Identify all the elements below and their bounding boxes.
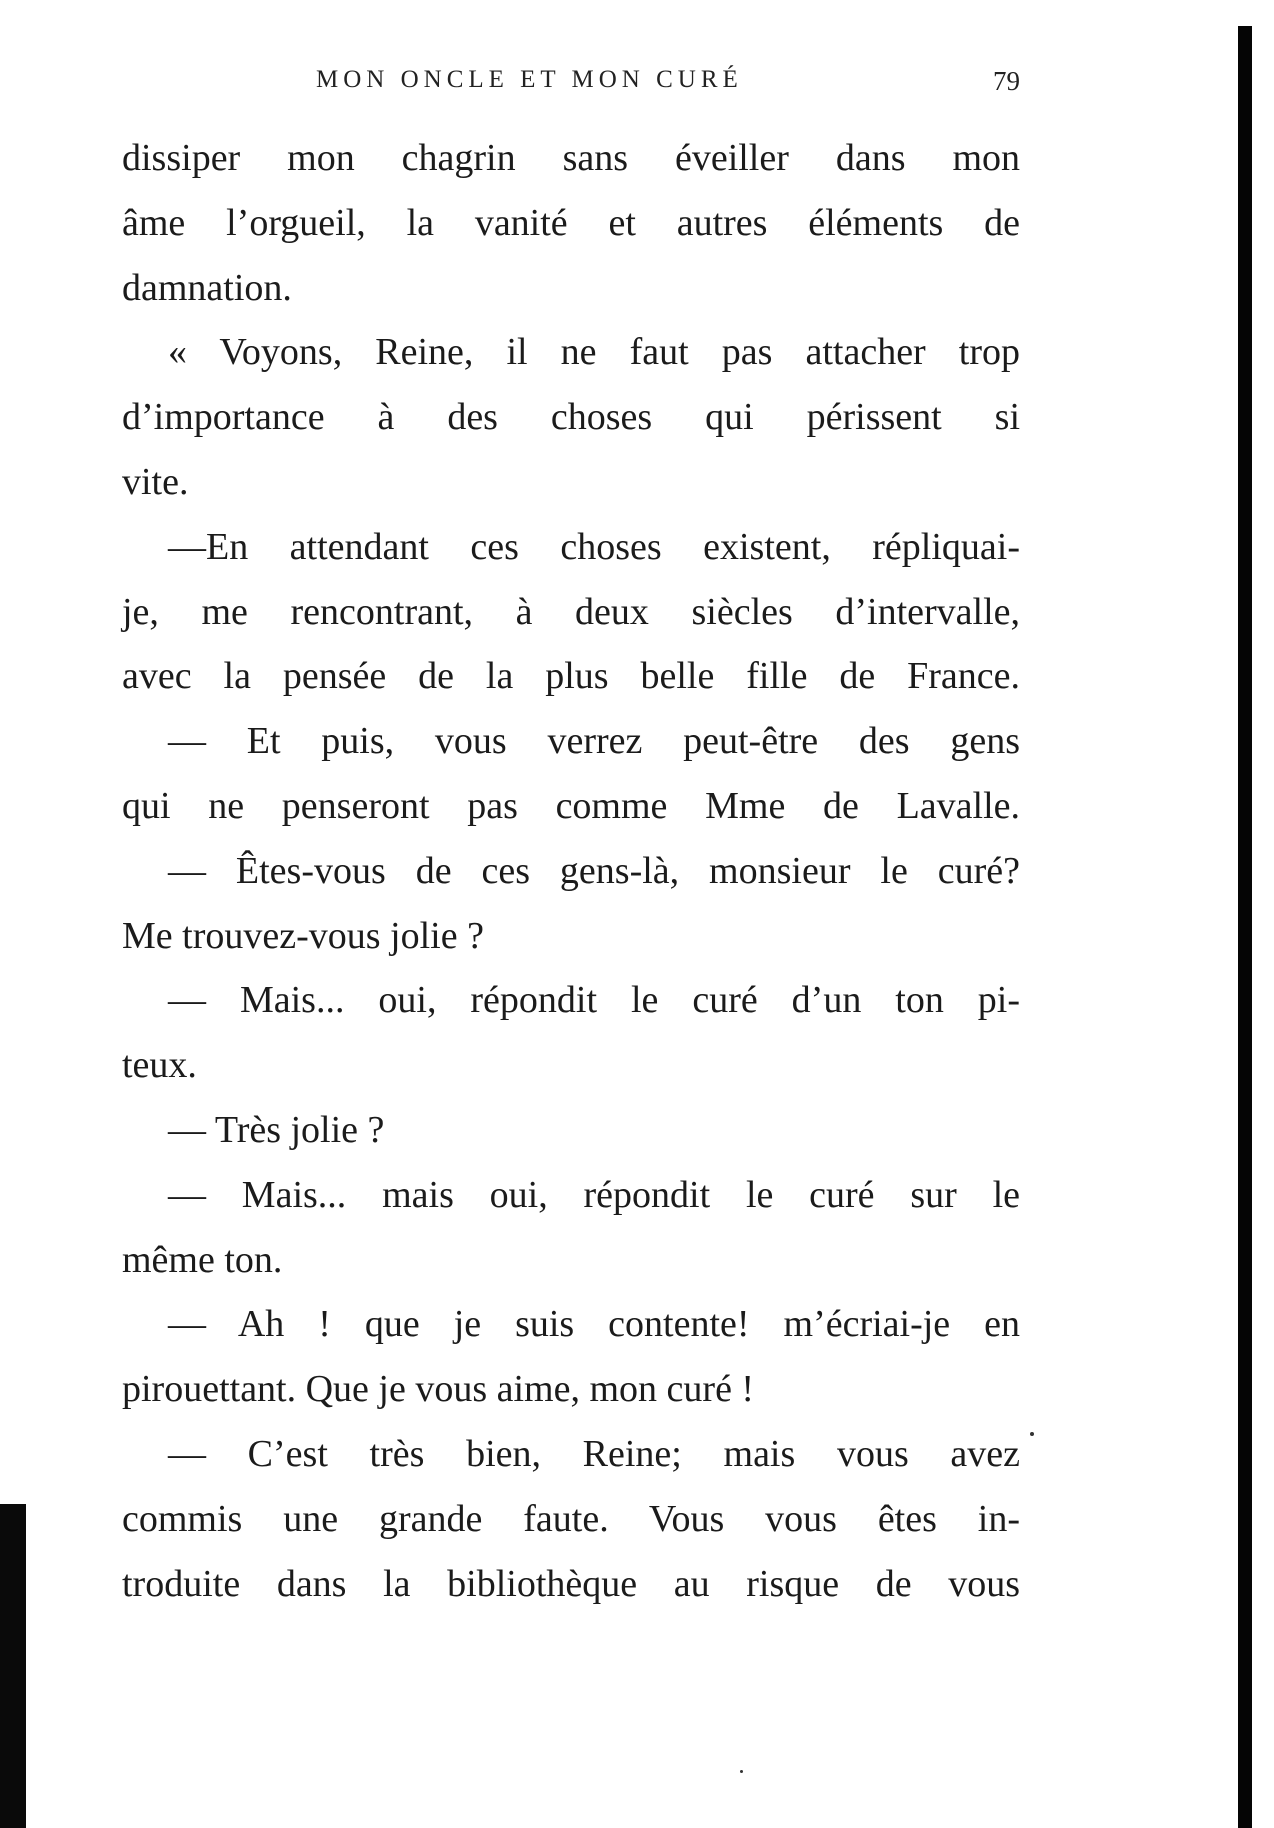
text-line: Me trouvez-vous jolie ? [122,914,484,957]
text-line: — Mais... oui, répondit le curé d’un ton pi- [168,979,1020,1022]
text-line: damnation. [122,266,292,309]
text-line: —En attendant ces choses existent, répliquai- [168,525,1020,568]
text-line: avec la pensée de la plus belle fille de France. [122,655,1020,698]
text-line: « Voyons, Reine, il ne faut pas attacher trop [168,331,1020,374]
scan-edge-right [1238,26,1252,1828]
text-line: pirouettant. Que je vous aime, mon curé ! [122,1368,755,1411]
text-line: — Très jolie ? [168,1108,385,1151]
text-line: âme l’orgueil, la vanité et autres éléments de [122,201,1020,244]
scan-edge-left [0,1504,26,1828]
body-text [122,126,1020,1616]
text-line: d’importance à des choses qui périssent si [122,396,1020,439]
text-line: vite. [122,460,189,503]
scan-speck [1030,1432,1034,1436]
text-line: dissiper mon chagrin sans éveiller dans mon [122,137,1020,179]
text-line: — C’est très bien, Reine; mais vous avez [168,1432,1020,1475]
text-line: qui ne penseront pas comme Mme de Lavalle. [122,784,1020,827]
running-head [122,66,1020,106]
scan-speck [740,1770,743,1773]
page-number: 79 [993,66,1020,96]
text-line: commis une grande faute. Vous vous êtes in- [122,1497,1020,1540]
text-line: teux. [122,1044,197,1087]
running-title: MON ONCLE ET MON CURÉ [316,66,743,93]
text-line: — Êtes-vous de ces gens-là, monsieur le curé? [168,849,1020,892]
text-line: — Et puis, vous verrez peut-être des gens [168,720,1020,763]
text-line: même ton. [122,1238,283,1281]
text-line: troduite dans la bibliothèque au risque de vous [122,1562,1020,1605]
text-line: je, me rencontrant, à deux siècles d’intervalle, [122,590,1020,633]
text-line: — Ah ! que je suis contente! m’écriai-je en [168,1303,1020,1346]
text-line: — Mais... mais oui, répondit le curé sur le [168,1173,1020,1216]
